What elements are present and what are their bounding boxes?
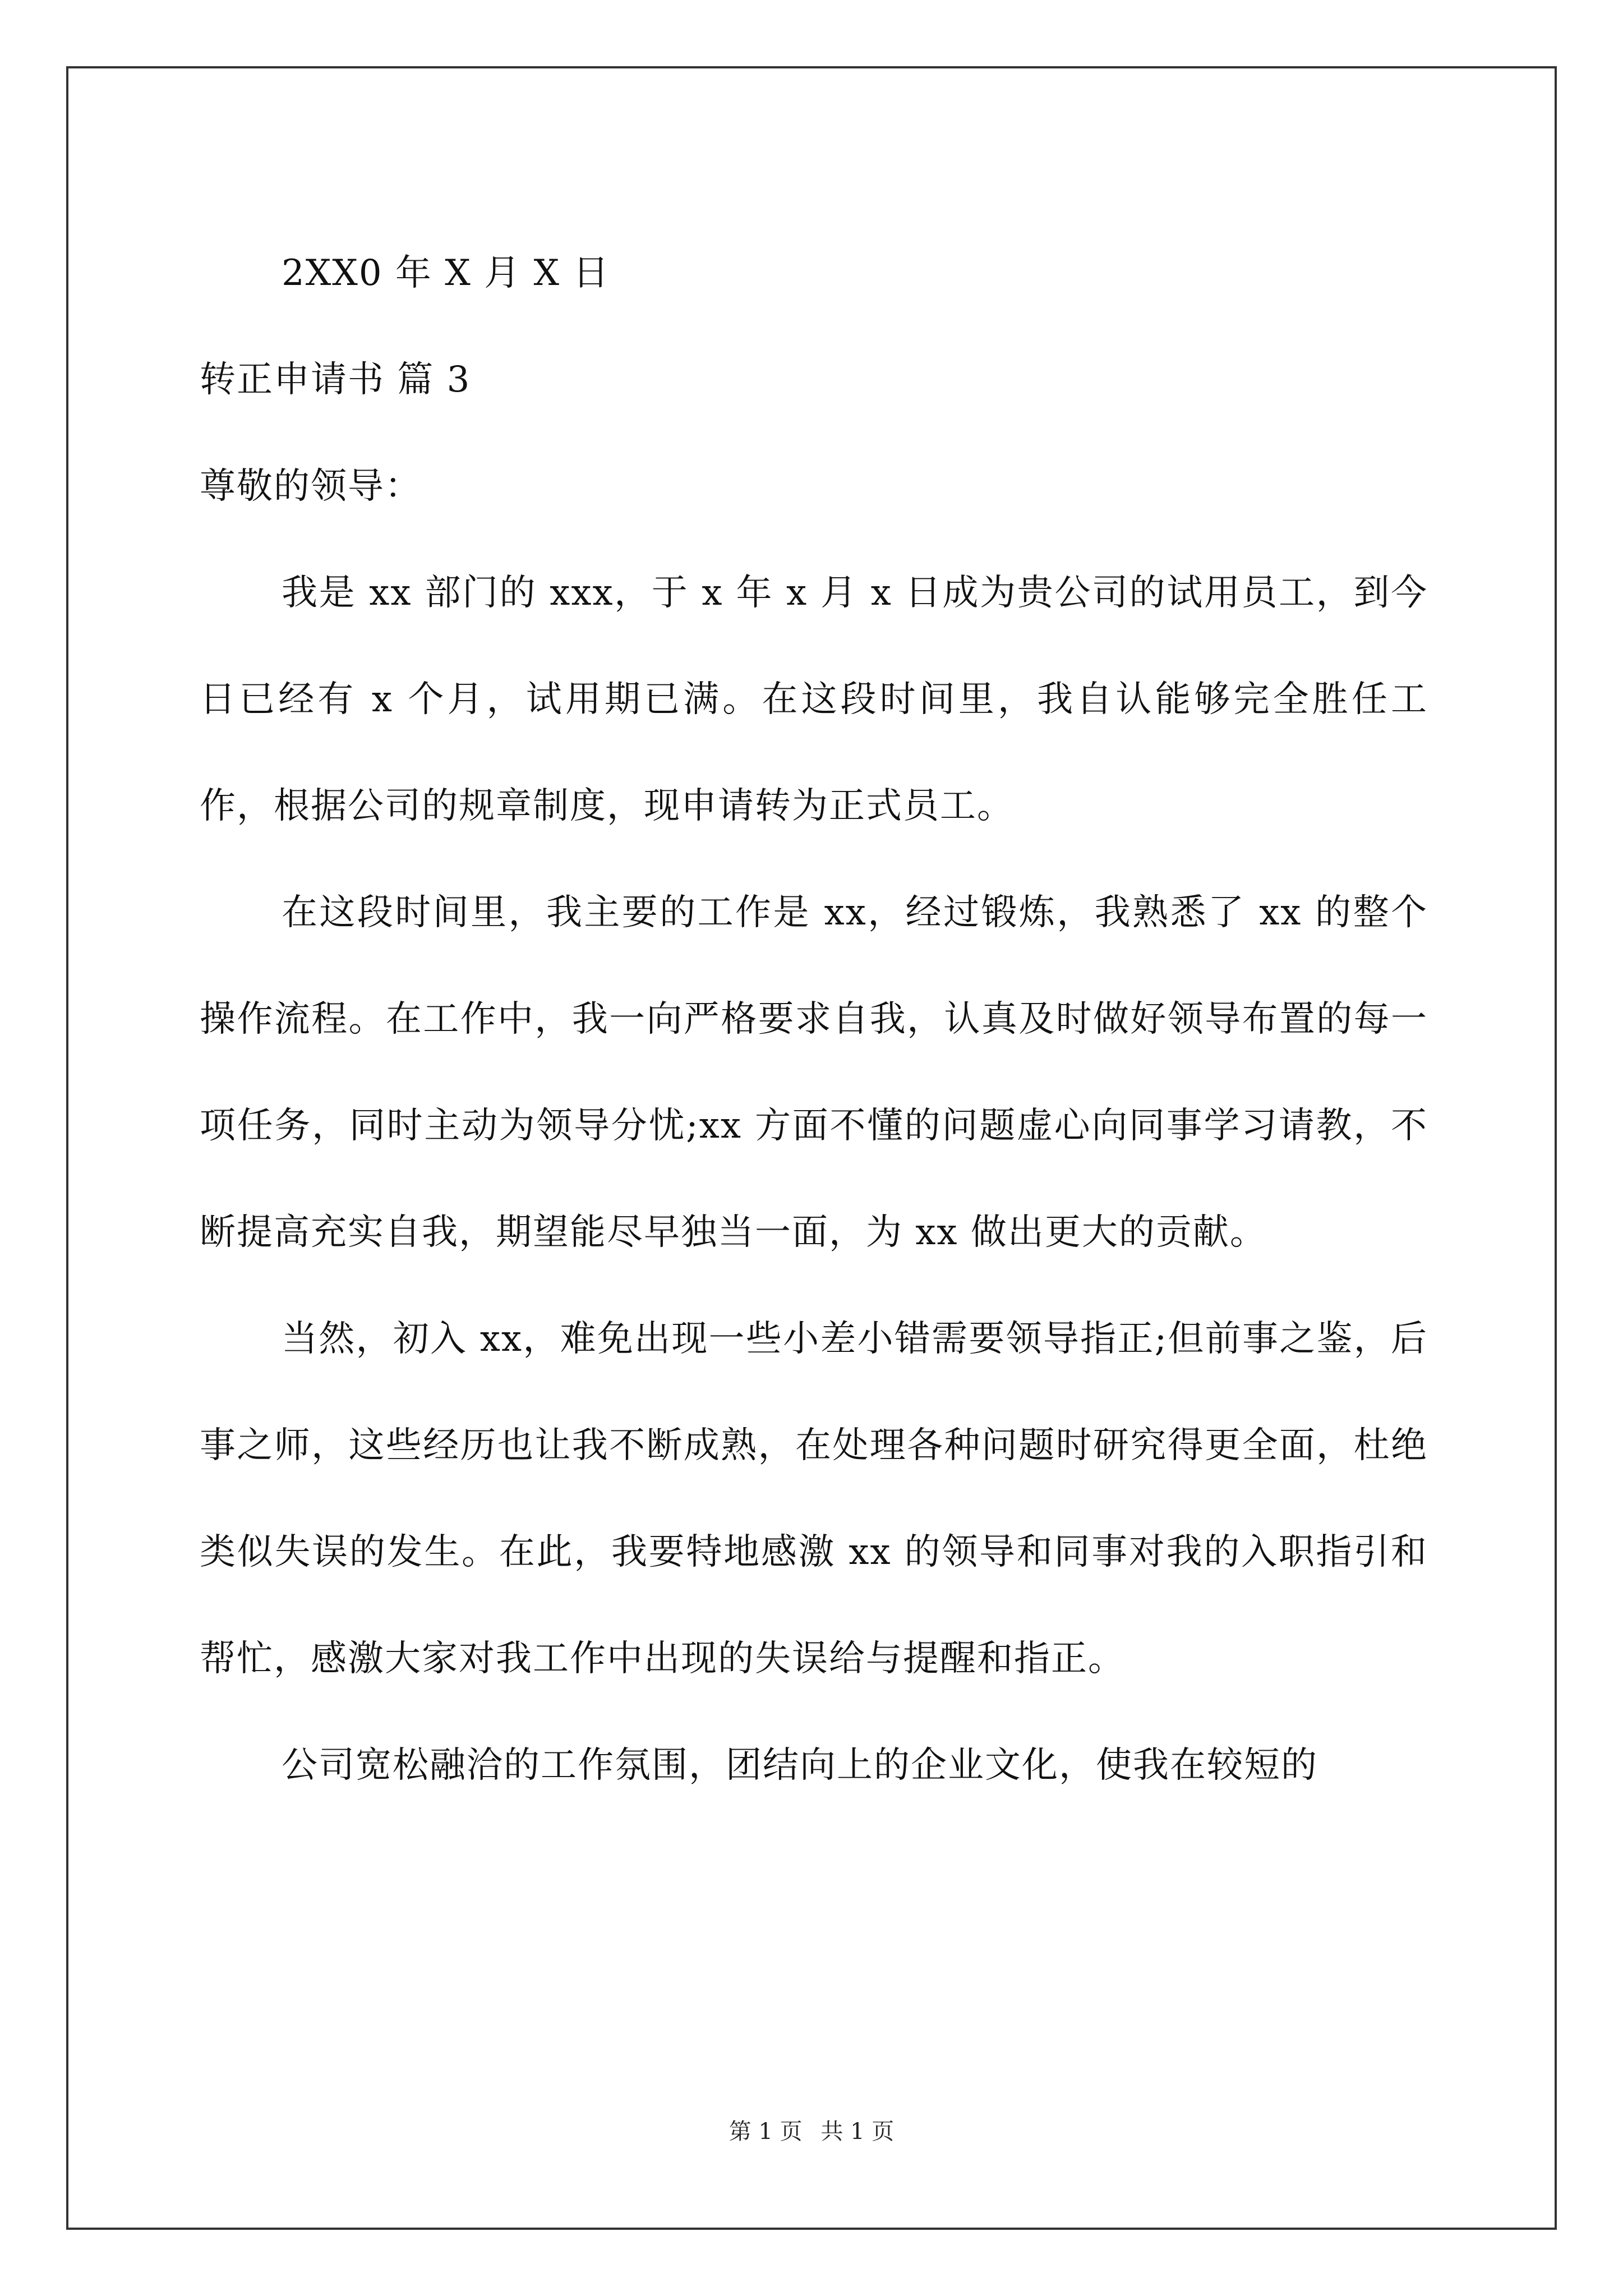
salutation: 尊敬的领导： — [200, 466, 422, 507]
document-date: 2XX0 年 X 月 X 日 — [282, 252, 610, 294]
paragraph-2: 在这段时间里，我主要的工作是 xx，经过锻炼，我熟悉了 xx 的整个操作流程。在工作中，我一向严格要求自我，认真及时做好领导布置的每一项任务，同时主动为领导分忧;xx 方面不懂的问题虚心向同事学习请教，不断提高充实自我，期望能尽早独当一面，为 xx 做出更大的贡献。 — [200, 892, 1428, 1253]
paragraph-3: 当然，初入 xx，难免出现一些小差小错需要领导指正;但前事之鉴，后事之师，这些经历也让我不断成熟，在处理各种问题时研究得更全面，杜绝类似失误的发生。在此，我要特地感激 xx 的领导和同事对我的入职指引和帮忙，感激大家对我工作中出现的失误给与提醒和指正。 — [200, 1318, 1428, 1680]
document-body — [200, 220, 1428, 1819]
page-footer — [0, 2114, 1623, 2146]
paragraph-1: 我是 xx 部门的 xxx，于 x 年 x 月 x 日成为贵公司的试用员工，到今日已经有 x 个月，试用期已满。在这段时间里，我自认能够完全胜任工作，根据公司的规章制度，现申请转为正式员工。 — [200, 572, 1428, 827]
page-number: 第 1 页 — [728, 2119, 803, 2145]
document-title: 转正申请书 篇 3 — [200, 359, 471, 401]
page-total: 共 1 页 — [820, 2119, 895, 2145]
paragraph-4: 公司宽松融洽的工作氛围，团结向上的企业文化，使我在较短的 — [282, 1745, 1318, 1786]
